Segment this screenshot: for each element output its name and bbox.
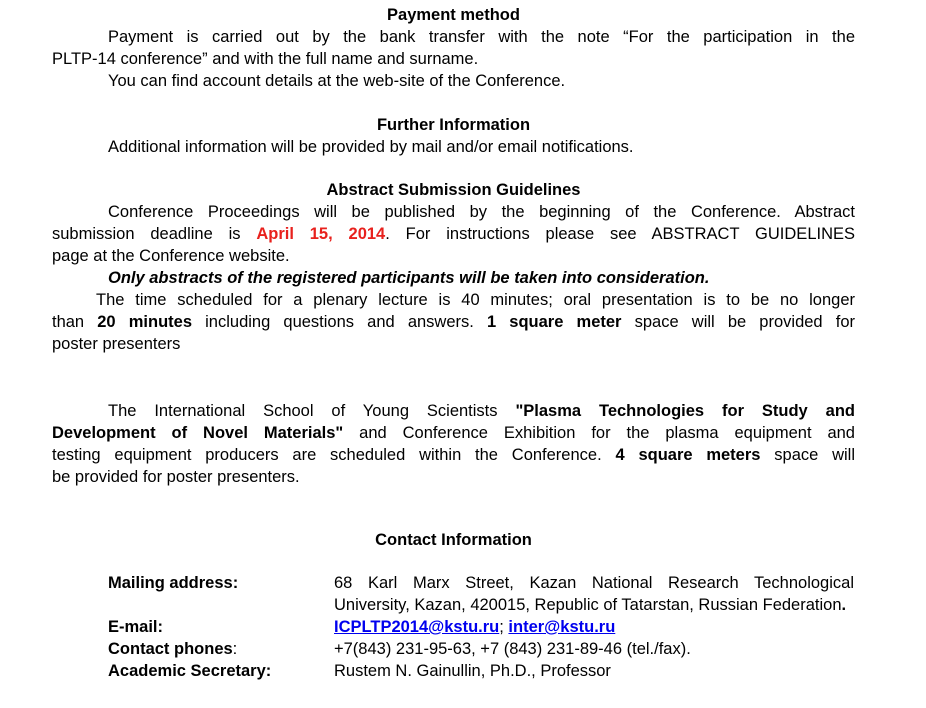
lecture-line-1: The time scheduled for a plenary lecture is 40 minutes; oral presentation is to be no longer xyxy=(96,291,855,309)
school-line-3-post: space will xyxy=(760,446,855,464)
school-paragraph xyxy=(52,400,855,488)
email-link-2[interactable]: inter@kstu.ru xyxy=(508,618,616,636)
payment-heading: Payment method xyxy=(387,6,520,24)
mailing-address: 68 Karl Marx Street, Kazan National Research Technological University, Kazan, 420015, Republic of Tatarstan, Russian Federation xyxy=(334,574,854,614)
lecture-minutes: 20 minutes xyxy=(97,313,192,331)
secretary-row xyxy=(108,660,856,682)
payment-line-1: Payment is carried out by the bank transfer with the note “For the participation in the xyxy=(108,28,855,46)
school-mid: and Conference Exhibition for the plasma equipment and xyxy=(343,424,855,442)
email-link-1[interactable]: ICPLTP2014@kstu.ru xyxy=(334,618,500,636)
mailing-value xyxy=(334,572,854,616)
phones-label-colon: : xyxy=(232,640,238,658)
abstract-line-3: page at the Conference website. xyxy=(52,247,290,265)
payment-line-3: You can find account details at the web-site of the Conference. xyxy=(108,72,566,90)
school-line-4: be provided for poster presenters. xyxy=(52,468,300,486)
phones-label-text: Contact phones xyxy=(108,640,233,658)
deadline-date: April 15, 2014 xyxy=(256,225,386,243)
school-square-meters: 4 square meters xyxy=(615,446,761,464)
abstract-line-2 xyxy=(52,223,855,245)
mailing-row xyxy=(108,572,856,616)
phones-value: +7(843) 231-95-63, +7 (843) 231-89-46 (tel./fax). xyxy=(334,640,691,658)
payment-paragraph xyxy=(52,26,855,92)
abstract-line-2-post: . For instructions please see ABSTRACT GUIDELINES xyxy=(385,225,856,243)
email-value xyxy=(334,616,854,638)
abstract-line-2-pre: submission deadline is xyxy=(52,225,257,243)
school-line-3-pre: testing equipment producers are scheduled within the Conference. xyxy=(52,446,616,464)
further-heading: Further Information xyxy=(376,116,531,134)
lecture-end: space will be provided for xyxy=(621,313,855,331)
phones-label xyxy=(108,638,237,660)
mailing-label: Mailing address: xyxy=(108,574,239,592)
secretary-label: Academic Secretary: xyxy=(108,662,272,680)
lecture-mid: including questions and answers. xyxy=(192,313,487,331)
lecture-square-meter: 1 square meter xyxy=(486,313,622,331)
email-separator: ; xyxy=(499,618,509,636)
abstract-note: Only abstracts of the registered participants will be taken into consideration. xyxy=(108,269,710,287)
contact-table xyxy=(108,572,856,682)
school-name-1: "Plasma Technologies for Study and xyxy=(515,402,855,420)
lecture-line-3: poster presenters xyxy=(52,335,181,353)
abstract-heading: Abstract Submission Guidelines xyxy=(326,181,581,199)
further-line-1: Additional information will be provided by mail and/or email notifications. xyxy=(108,138,634,156)
abstract-paragraph xyxy=(52,201,855,355)
school-line-3 xyxy=(52,444,855,466)
secretary-value: Rustem N. Gainullin, Ph.D., Professor xyxy=(334,662,611,680)
school-pre: The International School of Young Scientists xyxy=(108,402,516,420)
school-line-1 xyxy=(52,400,855,422)
abstract-line-1: Conference Proceedings will be published by the beginning of the Conference. Abstract xyxy=(108,203,855,221)
payment-line-2: PLTP-14 conference” and with the full name and surname. xyxy=(52,50,479,68)
mailing-period: . xyxy=(841,596,847,614)
further-paragraph xyxy=(52,136,855,158)
email-row xyxy=(108,616,856,638)
school-name-2: Development of Novel Materials" xyxy=(52,424,344,442)
school-line-2 xyxy=(52,422,855,444)
email-label: E-mail: xyxy=(108,618,164,636)
phones-row xyxy=(108,638,856,660)
lecture-line-2 xyxy=(52,311,855,333)
lecture-than: than xyxy=(52,313,98,331)
contact-heading: Contact Information xyxy=(375,531,532,549)
